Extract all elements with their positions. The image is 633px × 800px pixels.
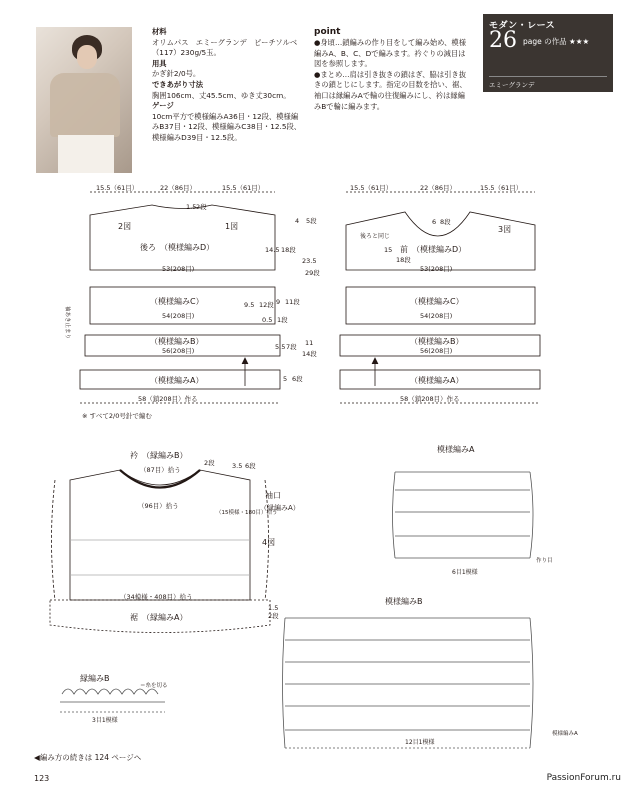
chart-b-start: 模様編みA bbox=[552, 731, 578, 737]
hem-label: 裾 （縁編みA） bbox=[130, 613, 188, 622]
front-c-label: （模様編みC） bbox=[410, 297, 464, 306]
chart-a-start: 作り目 bbox=[536, 558, 553, 564]
back-neck: 1.5 bbox=[186, 203, 197, 211]
page-number: 123 bbox=[34, 774, 50, 783]
front-b-label: （模様編みB） bbox=[410, 337, 464, 346]
back-neck-rows: 2段 bbox=[196, 203, 207, 211]
chart-b-repeat: 12目1模様 bbox=[405, 739, 435, 746]
front-neck: 6 bbox=[432, 218, 437, 226]
back-c-small: 9 bbox=[276, 298, 281, 306]
front-rows: 18段 bbox=[396, 256, 411, 264]
front-a-label: （模様編みA） bbox=[410, 376, 464, 385]
site-watermark: PassionForum.ru bbox=[546, 773, 621, 783]
edge-b-title: 縁編みB bbox=[80, 674, 110, 683]
footnote: ※ すべて2/0号針で編む bbox=[82, 412, 152, 420]
back-side-label: 袖あき止まり bbox=[64, 306, 70, 340]
cuff-height: 3.5 bbox=[232, 462, 243, 470]
back-top-mid: 22（86目） bbox=[160, 184, 197, 192]
back-top-left: 15.5（61目） bbox=[96, 184, 139, 192]
back-fig1: 1図 bbox=[225, 222, 239, 231]
back-c-width: 54(208目) bbox=[162, 312, 195, 320]
materials-heading: 材料 bbox=[152, 27, 167, 36]
cuff-rows: 6段 bbox=[245, 462, 256, 470]
gauge-heading: ゲージ bbox=[152, 101, 174, 111]
front-top-right: 15.5（61目） bbox=[480, 184, 523, 192]
cuff-pick: （15模様・180目）拾う bbox=[216, 510, 278, 516]
back-c-label: （模様編みC） bbox=[150, 297, 204, 306]
finishing-schematic bbox=[50, 470, 270, 633]
chart-b-title: 模様編みB bbox=[385, 597, 423, 606]
back-bottom: 58（鎖208目）作る bbox=[138, 395, 198, 403]
front-mid2-rows: 14段 bbox=[302, 350, 317, 358]
cuff-edge: （縁編みA） bbox=[260, 504, 300, 512]
back-b-label: （模様編みB） bbox=[150, 337, 204, 346]
edge-b-repeat: 3目1模様 bbox=[92, 717, 118, 724]
badge-yarn: エミーグランデ bbox=[489, 76, 607, 89]
front-neck-rows: 8段 bbox=[440, 218, 451, 226]
point-text-2: ●まとめ…肩は引き抜きの鎖はぎ、脇は引き抜きの鎖とじにします。指定の目数を拾い、裾、袖口は縁編みAで輪の往復編みにし、衿は縁編みBで輪に編みます。 bbox=[314, 69, 467, 111]
back-b-height: 5.5 bbox=[275, 343, 286, 351]
back-a-label: （模様編みA） bbox=[150, 376, 204, 385]
badge-category: モダン・レース bbox=[489, 21, 556, 31]
back-top-right: 15.5（61目） bbox=[222, 184, 265, 192]
tools-text: かぎ針2/0号。 bbox=[152, 69, 201, 79]
gauge-text: 10cm平方で模様編みA36目・12段、模様編みB37目・12段、模様編みC38目・12.5段、模様編みD39目・12.5段。 bbox=[152, 111, 302, 142]
back-d-rows: 18段 bbox=[281, 246, 296, 254]
back-b-rows: 7段 bbox=[286, 343, 297, 351]
front-mid-rows: 29段 bbox=[305, 269, 320, 277]
front-height: 15 bbox=[384, 246, 393, 254]
back-small-rows: 5段 bbox=[306, 217, 317, 225]
badge-page: page の作品 ★★★ bbox=[523, 37, 590, 46]
front-c-width: 54(208目) bbox=[420, 312, 453, 320]
back-c-height: 9.5 bbox=[244, 301, 255, 309]
cuff-label: 袖口 bbox=[265, 491, 281, 500]
point-heading: point bbox=[314, 27, 341, 37]
collar-pick: （87目）拾う bbox=[140, 466, 181, 474]
collar-back: （96目）拾う bbox=[138, 502, 179, 510]
front-b-width: 56(208目) bbox=[420, 347, 453, 355]
tools-heading: 用具 bbox=[152, 58, 167, 68]
size-heading: できあがり寸法 bbox=[152, 79, 204, 89]
badge-number: 26 bbox=[489, 28, 517, 53]
edge-b-cut: ＝糸を切る bbox=[140, 683, 168, 689]
front-top-left: 15.5（61目） bbox=[350, 184, 393, 192]
chart-a-grid bbox=[393, 472, 534, 558]
front-sleeve-label: 後ろと同じ bbox=[360, 233, 391, 240]
back-d-label: 後ろ （模様編みD） bbox=[140, 243, 215, 252]
chart-a-title: 模様編みA bbox=[437, 445, 475, 454]
back-b-width: 56(208目) bbox=[162, 347, 195, 355]
hem-pick: （34模様・408目）拾う bbox=[120, 593, 193, 601]
back-small-h: 4 bbox=[295, 217, 300, 225]
point-text-1: ●身頃…鎖編みの作り目をして編み始め、模様編みA、B、C、Dで編みます。衿ぐりの減目は図を参照します。 bbox=[314, 38, 467, 69]
back-c-small2: 0.5 bbox=[262, 316, 273, 324]
back-d-width: 53(208目) bbox=[162, 265, 195, 273]
back-c-rows: 12段 bbox=[259, 301, 274, 309]
fig4-label: 4図 bbox=[262, 538, 276, 547]
front-d-width: 53(208目) bbox=[420, 265, 453, 273]
front-d-label: 前 （模様編みD） bbox=[400, 245, 467, 254]
edge-b-chart bbox=[60, 689, 165, 712]
front-mid2: 11 bbox=[305, 339, 314, 347]
front-bottom: 58（鎖208目）作る bbox=[400, 395, 460, 403]
front-fig3: 3図 bbox=[498, 225, 512, 234]
back-c-small-rows: 11段 bbox=[285, 298, 300, 306]
collar-height: 2段 bbox=[204, 459, 215, 467]
back-a-rows: 6段 bbox=[292, 375, 303, 383]
chart-b-grid bbox=[283, 618, 534, 748]
back-a-height: 5 bbox=[283, 375, 288, 383]
hem-rows: 2段 bbox=[268, 612, 279, 620]
continued-note: ◀編み方の続きは 124 ページへ bbox=[34, 753, 142, 762]
size-text: 胸囲106cm、丈45.5cm、ゆき丈30cm。 bbox=[152, 90, 291, 100]
front-mid-total: 23.5 bbox=[302, 257, 317, 265]
hem-height: 1.5 bbox=[268, 604, 279, 612]
back-c-small2-rows: 1段 bbox=[277, 316, 288, 324]
collar-label: 衿 （縁編みB） bbox=[130, 451, 188, 460]
front-top-mid: 22（86目） bbox=[420, 184, 457, 192]
chart-a-repeat: 6目1模様 bbox=[452, 569, 478, 576]
back-d-height: 14.5 bbox=[265, 246, 280, 254]
materials-text: オリムパス エミーグランデ ピーチソルベ（117）230g/5玉。 bbox=[152, 37, 298, 58]
back-fig2: 2図 bbox=[118, 222, 132, 231]
